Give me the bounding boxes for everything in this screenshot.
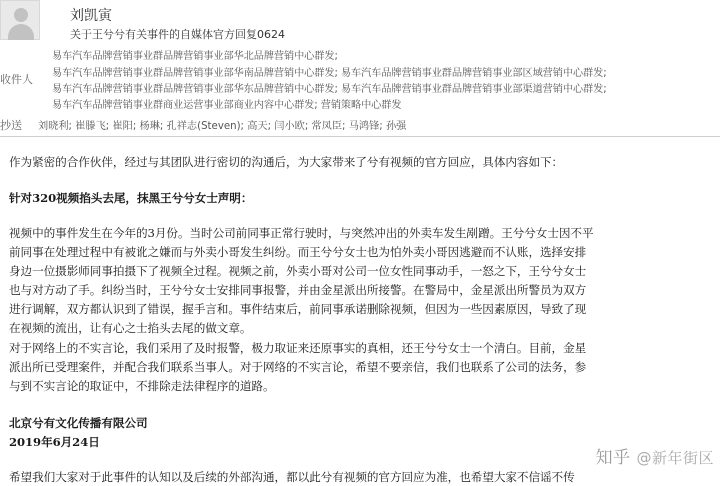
- zhihu-logo-text: 知乎: [595, 448, 631, 468]
- body-line: 对于网络上的不实言论，我们采用了及时报警，极力取证来还原事实的真相，还王兮兮女士一个清白。目前，金星: [9, 341, 587, 355]
- recipients-label: 收件人: [0, 73, 33, 86]
- recipient-line[interactable]: 易车汽车品牌营销事业群商业运营事业部商业内容中心群发; 营销策略中心群发: [52, 100, 402, 111]
- recipient-line[interactable]: 易车汽车品牌营销事业群品牌营销事业部华南品牌营销中心群发; 易车汽车品牌营销事业群品牌营销事业部区域营销中心群发;: [52, 68, 607, 79]
- body-line: 派出所已受理案件，并配合我们联系当事人。对于网络的不实言论，希望不要亲信，我们也联系了公司的法务，参: [9, 360, 587, 374]
- body-line: 在视频的流出，让有心之士掐头去尾的做文章。: [9, 321, 252, 335]
- email-header: [0, 0, 720, 110]
- body-line: 身边一位摄影师同事拍摄下了视频全过程。视频之前，外卖小哥对公司一位女性同事动手，一怒之下，王兮兮女士: [9, 264, 587, 278]
- sender-name[interactable]: 刘凯寅: [70, 8, 112, 24]
- email-subject: 关于王兮兮有关事件的自媒体官方回复0624: [70, 28, 285, 41]
- avatar-head-shape: [14, 8, 28, 22]
- company-signature: 北京兮有文化传播有限公司: [9, 416, 148, 430]
- body-line: 视频中的事件发生在今年的3月份。当时公司前同事正常行驶时，与突然冲出的外卖车发生剐蹭。王兮兮女士因不平: [9, 226, 594, 240]
- recipient-line[interactable]: 易车汽车品牌营销事业群品牌营销事业部华东品牌营销中心群发; 易车汽车品牌营销事业群品牌营销事业部渠道营销中心群发;: [52, 84, 607, 95]
- watermark-author: @新年街区: [636, 449, 714, 467]
- avatar-body-shape: [8, 24, 34, 40]
- statement-heading: 针对320视频掐头去尾，抹黑王兮兮女士声明：: [9, 191, 253, 205]
- intro-paragraph: 作为紧密的合作伙伴，经过与其团队进行密切的沟通后，为大家带来了兮有视频的官方回应，具体内容如下：: [9, 155, 564, 169]
- header-divider: [0, 136, 720, 137]
- sender-avatar[interactable]: [0, 0, 40, 40]
- body-line: 进行调解，双方都认识到了错误，握手言和。事件结束后，前同事承诺删除视频，但因为一些因素原因，导致了现: [9, 302, 587, 316]
- body-line: 与到不实言论的取证中，不排除走法律程序的道路。: [9, 379, 275, 393]
- recipient-line[interactable]: 易车汽车品牌营销事业群品牌营销事业部华北品牌营销中心群发;: [52, 51, 338, 62]
- cc-label: 抄送: [0, 119, 22, 132]
- signature-date: 2019年6月24日: [9, 435, 100, 449]
- body-line: 也与对方动了手。纠纷当时，王兮兮女士安排同事报警，并由金星派出所接警。在警局中，金星派出所警员为双方: [9, 283, 587, 297]
- body-line: 前同事在处理过程中有被讹之嫌而与外卖小哥发生纠纷。而王兮兮女士也为怕外卖小哥因逃避而不认账，选择安排: [9, 245, 587, 259]
- zhihu-watermark: [596, 443, 714, 468]
- closing-line: 希望我们大家对于此事件的认知以及后续的外部沟通，都以此兮有视频的官方回应为准，也希望大家不信谣不传: [9, 470, 575, 484]
- cc-list[interactable]: 刘晓利; 崔滕飞; 崔阳; 杨琳; 孔祥志(Steven); 高天; 闫小欧; 常凤臣; 马鸿锋; 孙强: [38, 121, 407, 132]
